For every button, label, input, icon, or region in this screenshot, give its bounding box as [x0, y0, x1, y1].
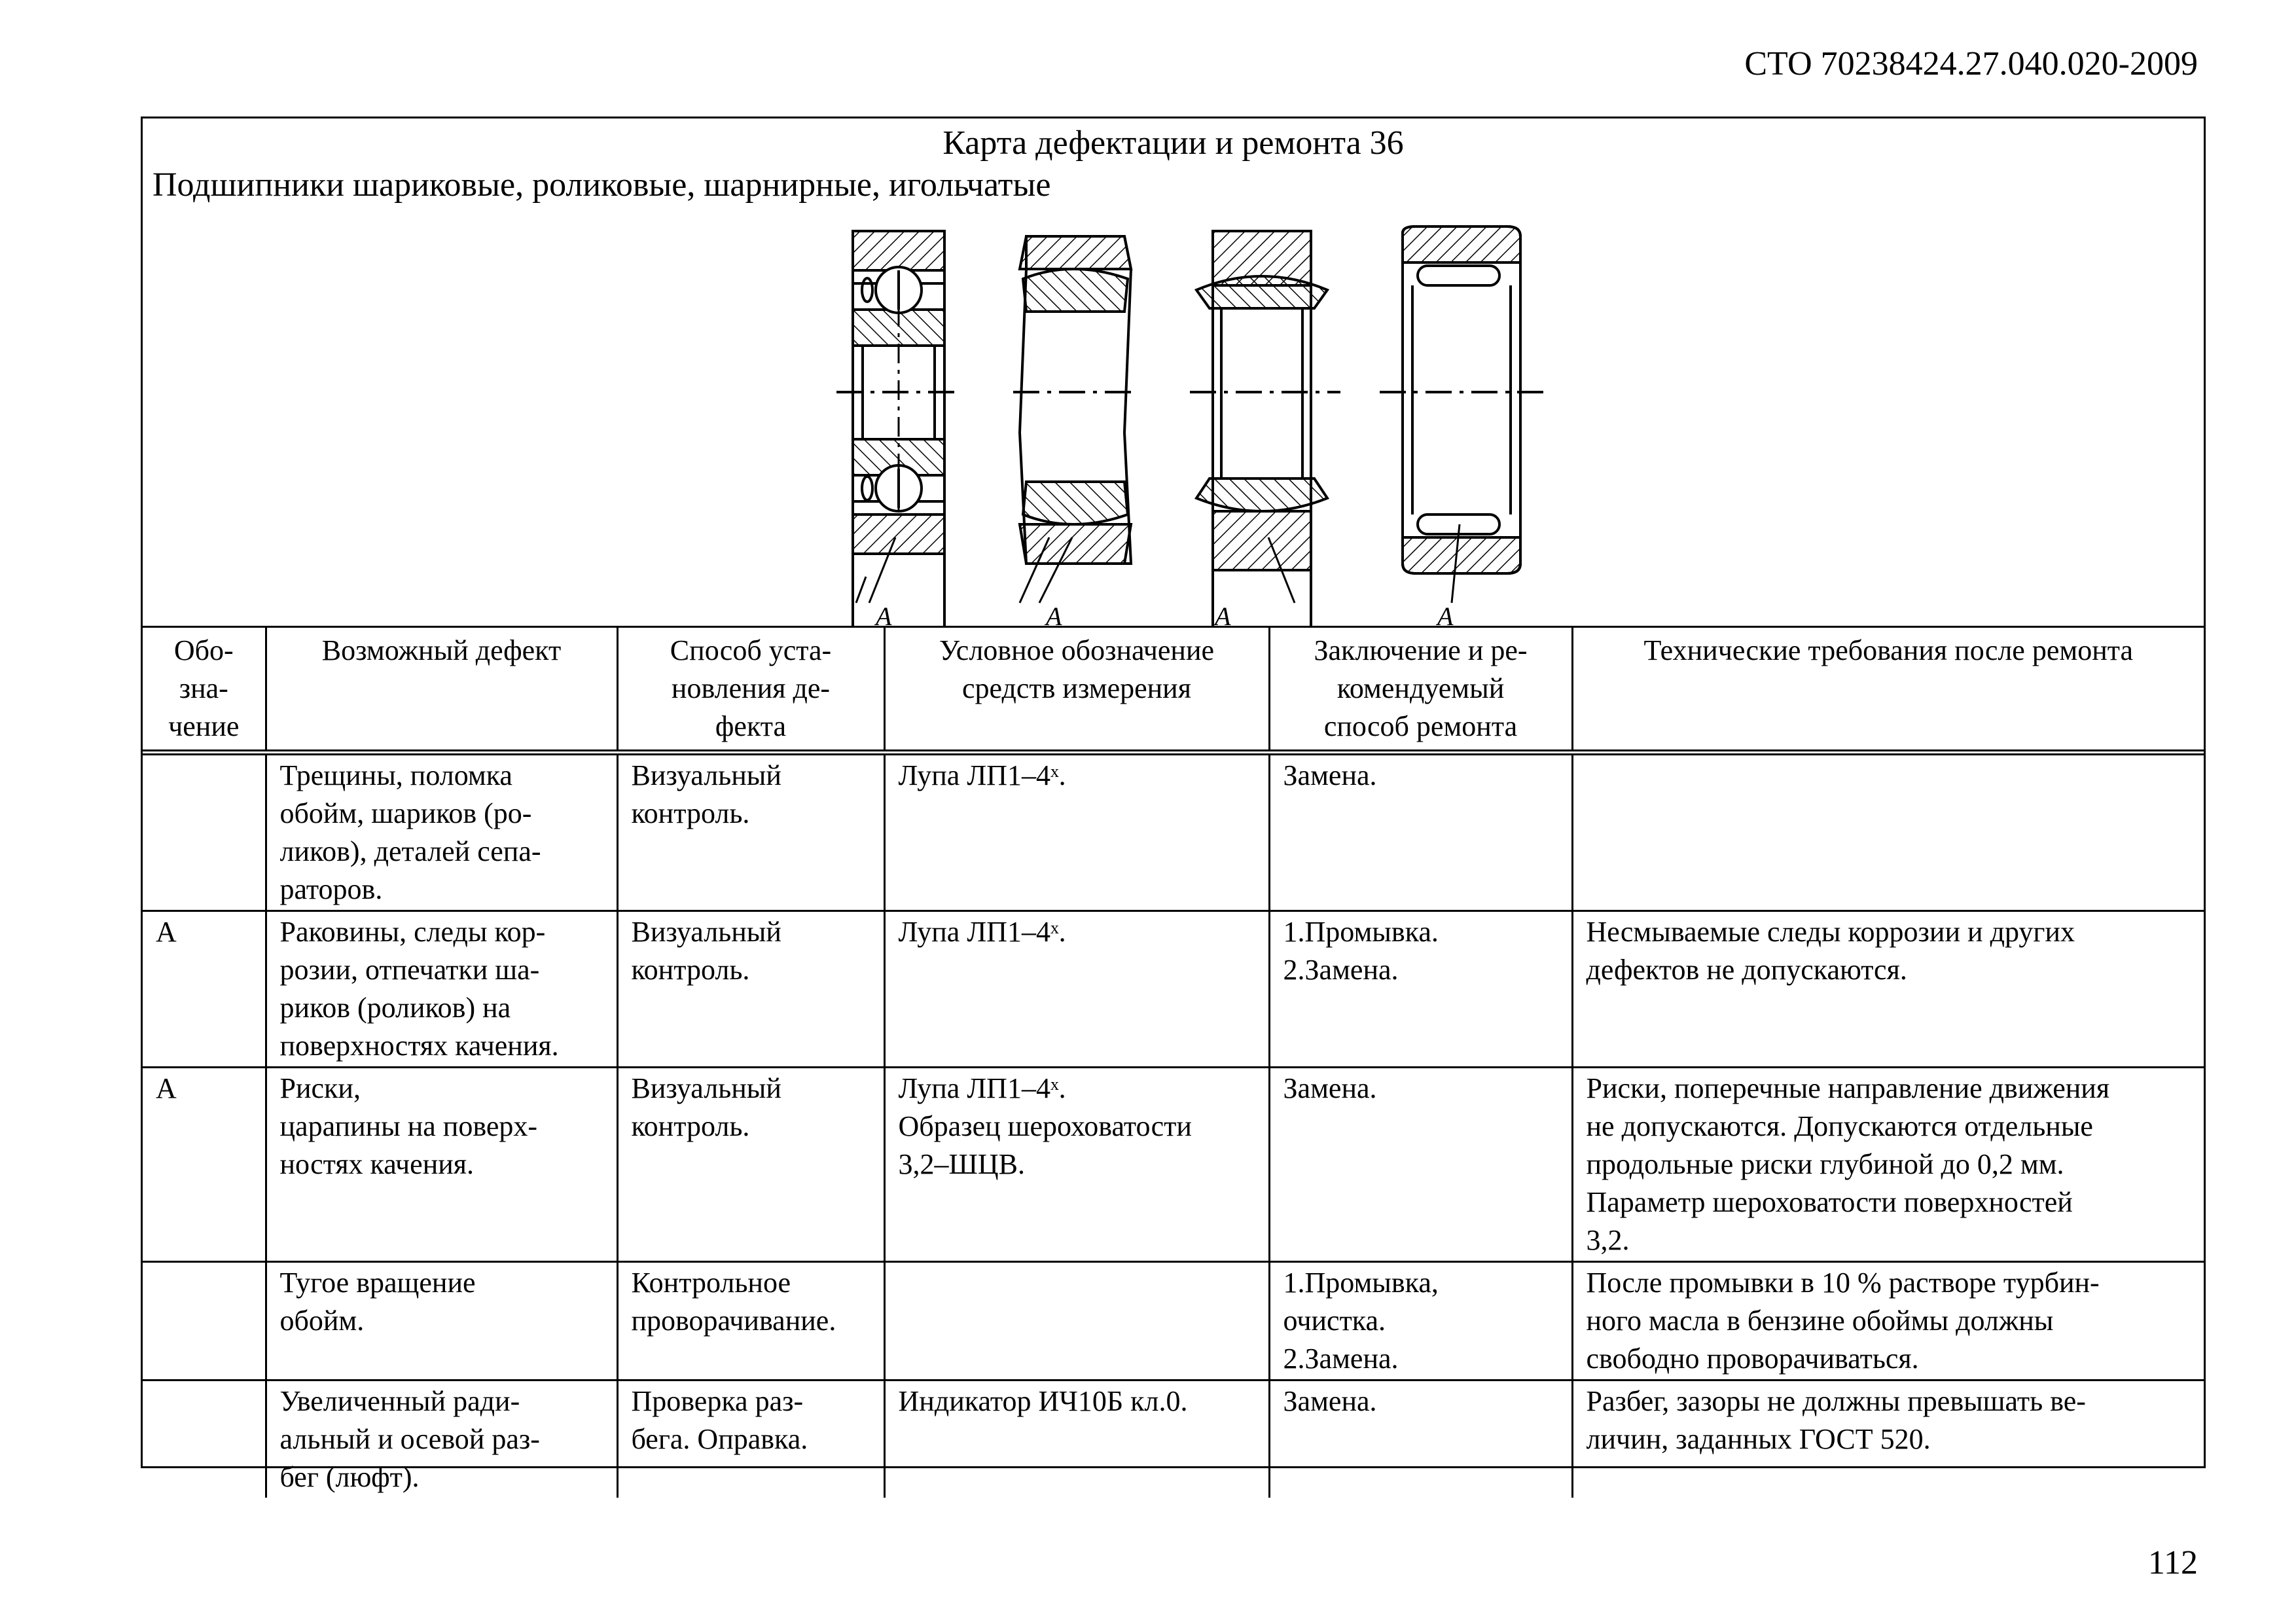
cell-designation: А — [143, 911, 266, 1068]
header-repair: Заключение и ре- комендуемый способ ремонта — [1269, 628, 1572, 753]
card-subtitle: Подшипники шариковые, роликовые, шарнирные, игольчатые — [152, 166, 1051, 204]
card-header — [143, 118, 2204, 628]
cell-tools: Лупа ЛП1–4ˣ. — [884, 753, 1269, 911]
table-header-row — [143, 628, 2204, 753]
cell-designation — [143, 1262, 266, 1380]
defects-table — [143, 628, 2204, 1498]
drawing-label-a-4: А — [1437, 602, 1454, 628]
header-defect: Возможный дефект — [266, 628, 617, 753]
cell-defect: Риски, царапины на поверх- ностях качения. — [266, 1068, 617, 1262]
drawing-label-a-1: А — [876, 602, 892, 628]
cell-requirements: Несмываемые следы коррозии и других дефектов не допускаются. — [1572, 911, 2204, 1068]
cell-requirements: После промывки в 10 % растворе турбин- ного масла в бензине обоймы должны свободно проворачиваться. — [1572, 1262, 2204, 1380]
cell-defect: Увеличенный ради- альный и осевой раз- бег (люфт). — [266, 1380, 617, 1498]
cell-tools: Лупа ЛП1–4ˣ. Образец шероховатости 3,2–ШЦВ. — [884, 1068, 1269, 1262]
table-row — [143, 911, 2204, 1068]
cell-repair: Замена. — [1269, 753, 1572, 911]
document-code: СТО 70238424.27.040.020-2009 — [1744, 45, 2198, 82]
cell-method: Визуальный контроль. — [617, 753, 884, 911]
cell-designation — [143, 1380, 266, 1498]
cell-tools — [884, 1262, 1269, 1380]
cell-tools: Индикатор ИЧ10Б кл.0. — [884, 1380, 1269, 1498]
needle-bearing-drawing — [1380, 226, 1543, 628]
cell-repair: Замена. — [1269, 1380, 1572, 1498]
cell-designation — [143, 753, 266, 911]
cell-requirements — [1572, 753, 2204, 911]
header-requirements: Технические требования после ремонта — [1572, 628, 2204, 753]
cell-method: Контрольное проворачивание. — [617, 1262, 884, 1380]
cell-repair: Замена. — [1269, 1068, 1572, 1262]
header-designation: Обо- зна- чение — [143, 628, 266, 753]
cell-defect: Раковины, следы кор- розии, отпечатки ша- риков (роликов) на поверхностях качения. — [266, 911, 617, 1068]
cell-requirements: Разбег, зазоры не должны превышать ве- личин, заданных ГОСТ 520. — [1586, 1385, 2086, 1455]
bearing-drawings — [143, 118, 2208, 628]
cell-method: Проверка раз- бега. Оправка. — [617, 1380, 884, 1498]
ball-bearing-drawing — [836, 231, 961, 628]
cell-repair: 1.Промывка, очистка. 2.Замена. — [1269, 1262, 1572, 1380]
cell-defect: Тугое вращение обойм. — [266, 1262, 617, 1380]
table-row — [143, 753, 2204, 911]
cell-designation: А — [143, 1068, 266, 1262]
table-row — [143, 1068, 2204, 1262]
cell-repair: 1.Промывка. 2.Замена. — [1269, 911, 1572, 1068]
cell-defect: Трещины, поломка обойм, шариков (ро- ликов), деталей сепа- раторов. — [266, 753, 617, 911]
joint-bearing-drawing — [1190, 231, 1340, 628]
drawing-label-a-3: А — [1215, 602, 1231, 628]
cell-requirements: Риски, поперечные направление движения не допускаются. Допускаются отдельные продольные риски глубиной до 0,2 мм. Параметр шероховатости поверхностей 3,2. — [1572, 1068, 2204, 1262]
roller-bearing-drawing — [1013, 236, 1138, 628]
page-number: 112 — [2147, 1544, 2198, 1581]
header-tools: Условное обозначение средств измерения — [884, 628, 1269, 753]
table-row — [143, 1380, 2204, 1498]
drawing-label-a-2: А — [1046, 602, 1062, 628]
card-title: Карта дефектации и ремонта 36 — [942, 124, 1404, 162]
defect-repair-card — [141, 117, 2206, 1493]
header-method: Способ уста- новления де- фекта — [617, 628, 884, 753]
cell-method: Визуальный контроль. — [617, 911, 884, 1068]
cell-method: Визуальный контроль. — [617, 1068, 884, 1262]
table-row — [143, 1262, 2204, 1380]
cell-tools: Лупа ЛП1–4ˣ. — [884, 911, 1269, 1068]
